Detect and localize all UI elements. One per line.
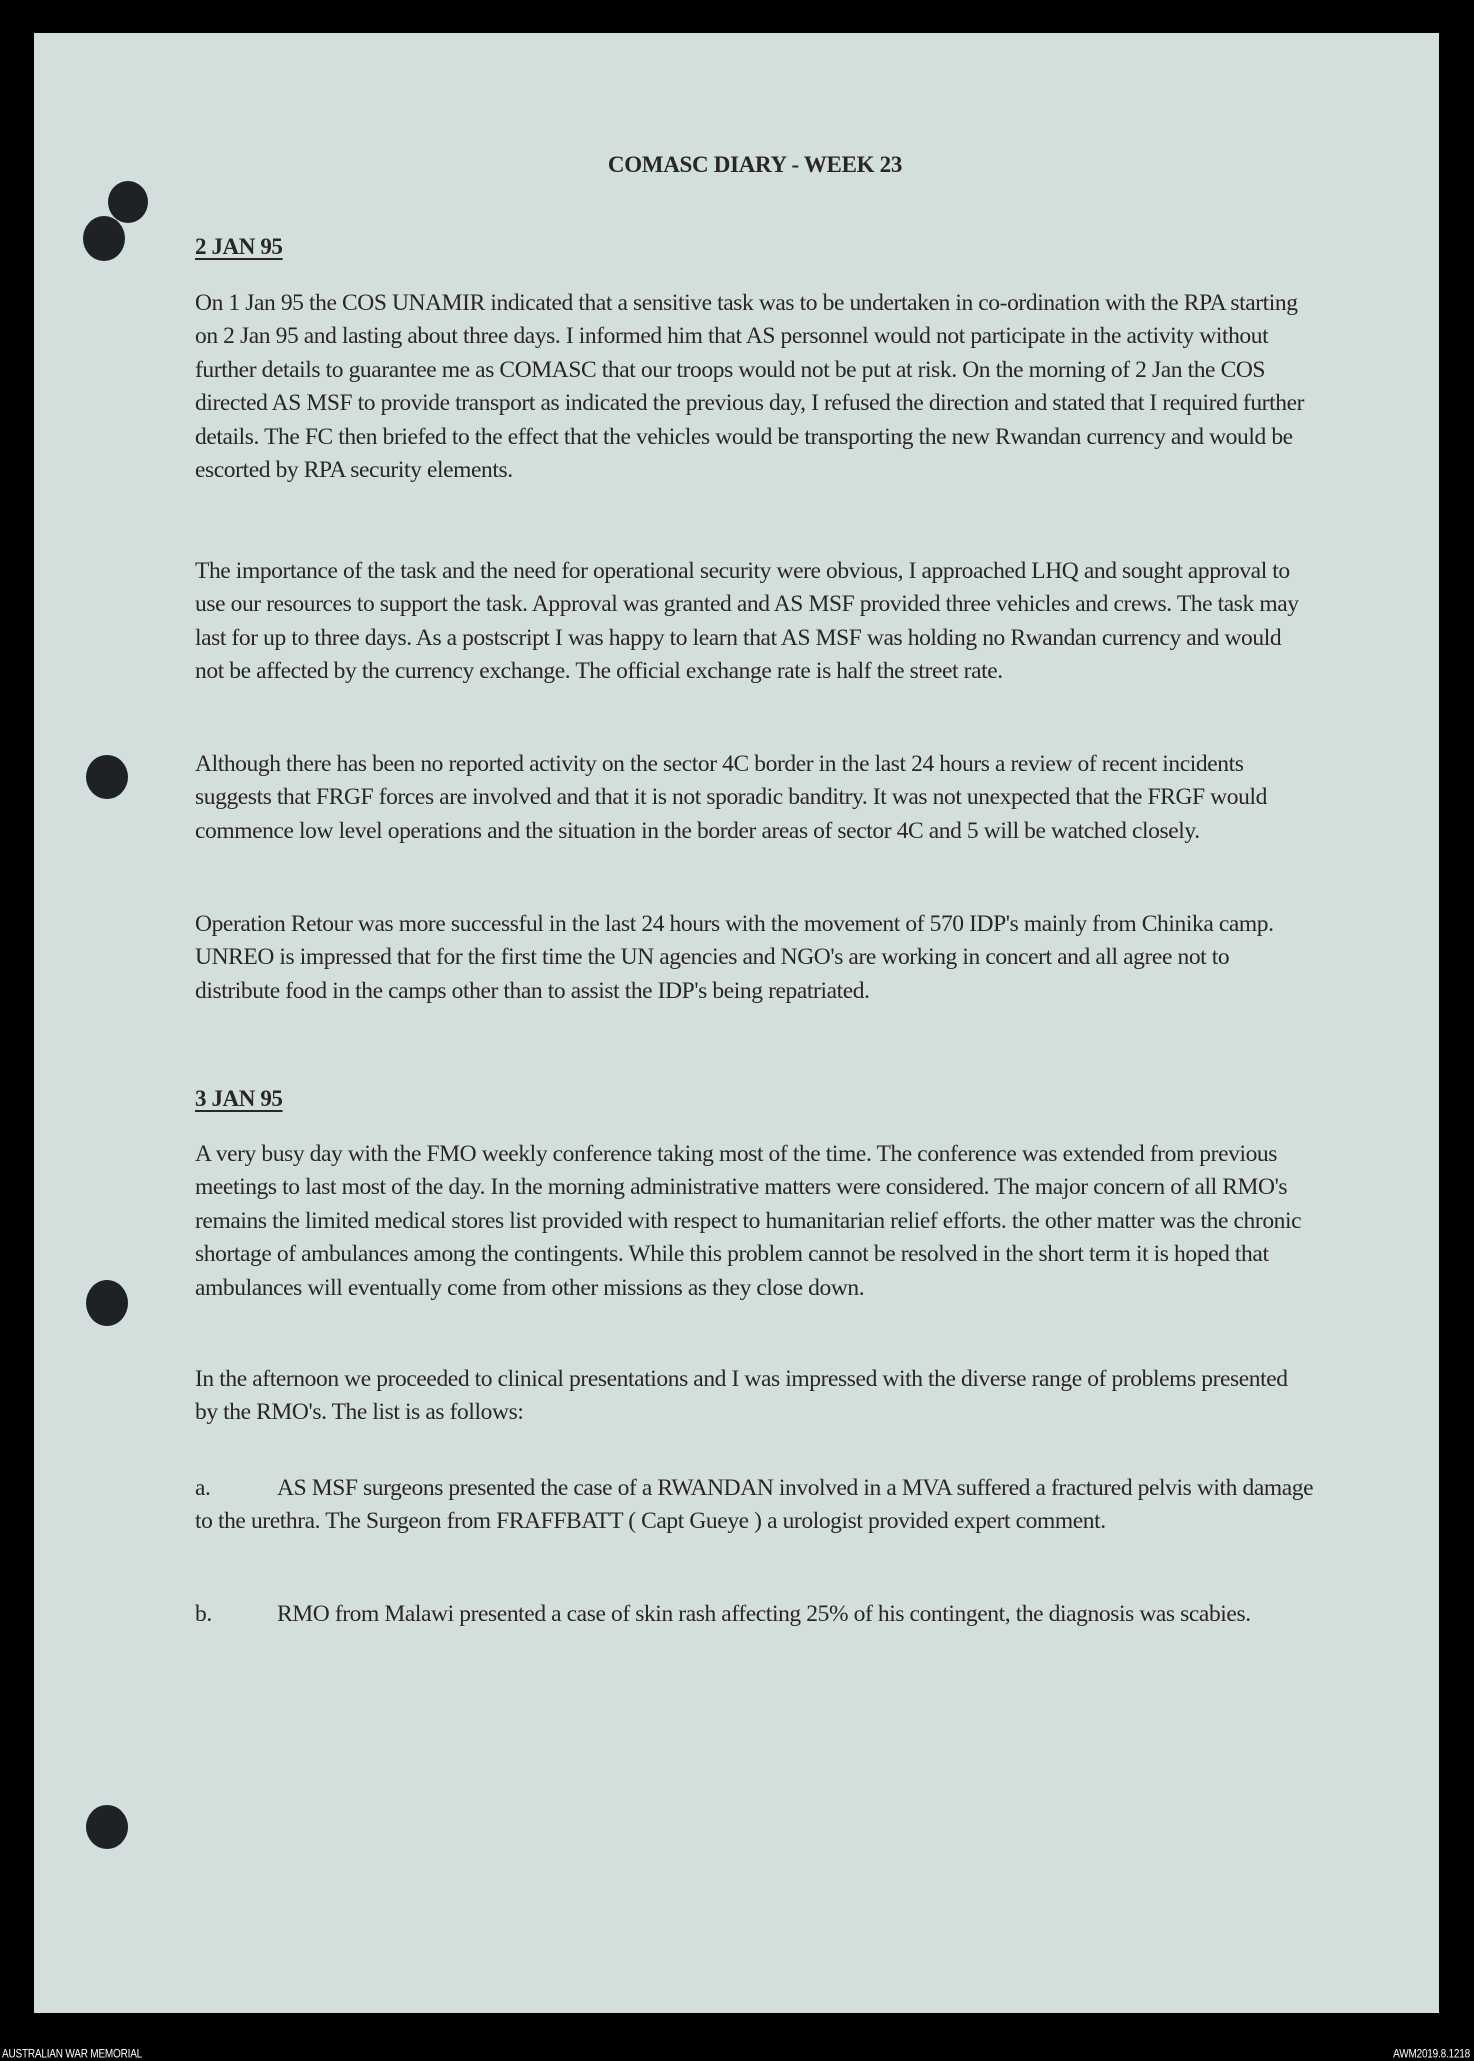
punch-hole bbox=[86, 1280, 128, 1326]
section-date: 3 JAN 95 bbox=[195, 1086, 283, 1111]
punch-hole bbox=[108, 181, 148, 223]
list-item-text: AS MSF surgeons presented the case of a RWANDAN involved in a MVA suffered a fractured pelvis with damage to the urethra. The Surgeon from FRAFFBATT ( Capt Gueye ) a urologist provided expert comment. bbox=[195, 1475, 1314, 1535]
punch-hole bbox=[83, 216, 125, 261]
section-date: 2 JAN 95 bbox=[195, 234, 283, 259]
list-item-label: a. bbox=[195, 1475, 211, 1501]
list-item-text: RMO from Malawi presented a case of skin rash affecting 25% of his contingent, the diagnosis was scabies. bbox=[277, 1601, 1251, 1627]
punch-hole bbox=[86, 1805, 128, 1849]
footer-catalog-id: AWM2019.8.1218 bbox=[1393, 2047, 1470, 2061]
paragraph: In the afternoon we proceeded to clinical presentations and I was impressed with the diverse range of problems presented by the RMO's. The list is as follows: bbox=[195, 1366, 1288, 1426]
document-page bbox=[34, 33, 1439, 2013]
punch-hole bbox=[86, 755, 128, 799]
list-item-label: b. bbox=[195, 1601, 212, 1627]
paragraph: The importance of the task and the need for operational security were obvious, I approached LHQ and sought approval to use our resources to support the task. Approval was granted and AS MSF provided three vehicles and crews. The task may last for up to three days. As a postscript I was happy to learn that AS MSF was holding no Rwandan currency and would not be affected by the currency exchange. The official exchange rate is half the street rate. bbox=[195, 558, 1299, 685]
list-item bbox=[195, 1598, 1315, 1631]
paragraph: On 1 Jan 95 the COS UNAMIR indicated that a sensitive task was to be undertaken in co-ordination with the RPA starting on 2 Jan 95 and lasting about three days. I informed him that AS personnel would not participate in the activity without further details to guarantee me as COMASC that our troops would not be put at risk. On the morning of 2 Jan the COS directed AS MSF to provide transport as indicated the previous day, I refused the direction and stated that I required further details. The FC then briefed to the effect that the vehicles would be transporting the new Rwandan currency and would be escorted by RPA security elements. bbox=[195, 290, 1305, 484]
paragraph: Although there has been no reported activity on the sector 4C border in the last 24 hours a review of recent incidents suggests that FRGF forces are involved and that it is not sporadic banditry. It was not unexpected that the FRGF would commence low level operations and the situation in the border areas of sector 4C and 5 will be watched closely. bbox=[195, 751, 1267, 844]
paragraph: Operation Retour was more successful in the last 24 hours with the movement of 570 IDP's mainly from Chinika camp. UNREO is impressed that for the first time the UN agencies and NGO's are working in concert and all agree not to distribute food in the camps other than to assist the IDP's being repatriated. bbox=[195, 911, 1274, 1004]
list-item bbox=[195, 1472, 1315, 1539]
document-title: COMASC DIARY - WEEK 23 bbox=[607, 152, 903, 177]
footer-archive-name: AUSTRALIAN WAR MEMORIAL bbox=[2, 2047, 143, 2061]
paragraph: A very busy day with the FMO weekly conference taking most of the time. The conference was extended from previous meetings to last most of the day. In the morning administrative matters were considered. The major concern of all RMO's remains the limited medical stores list provided with respect to humanitarian relief efforts. the other matter was the chronic shortage of ambulances among the contingents. While this problem cannot be resolved in the short term it is hoped that ambulances will eventually come from other missions as they close down. bbox=[195, 1141, 1302, 1301]
